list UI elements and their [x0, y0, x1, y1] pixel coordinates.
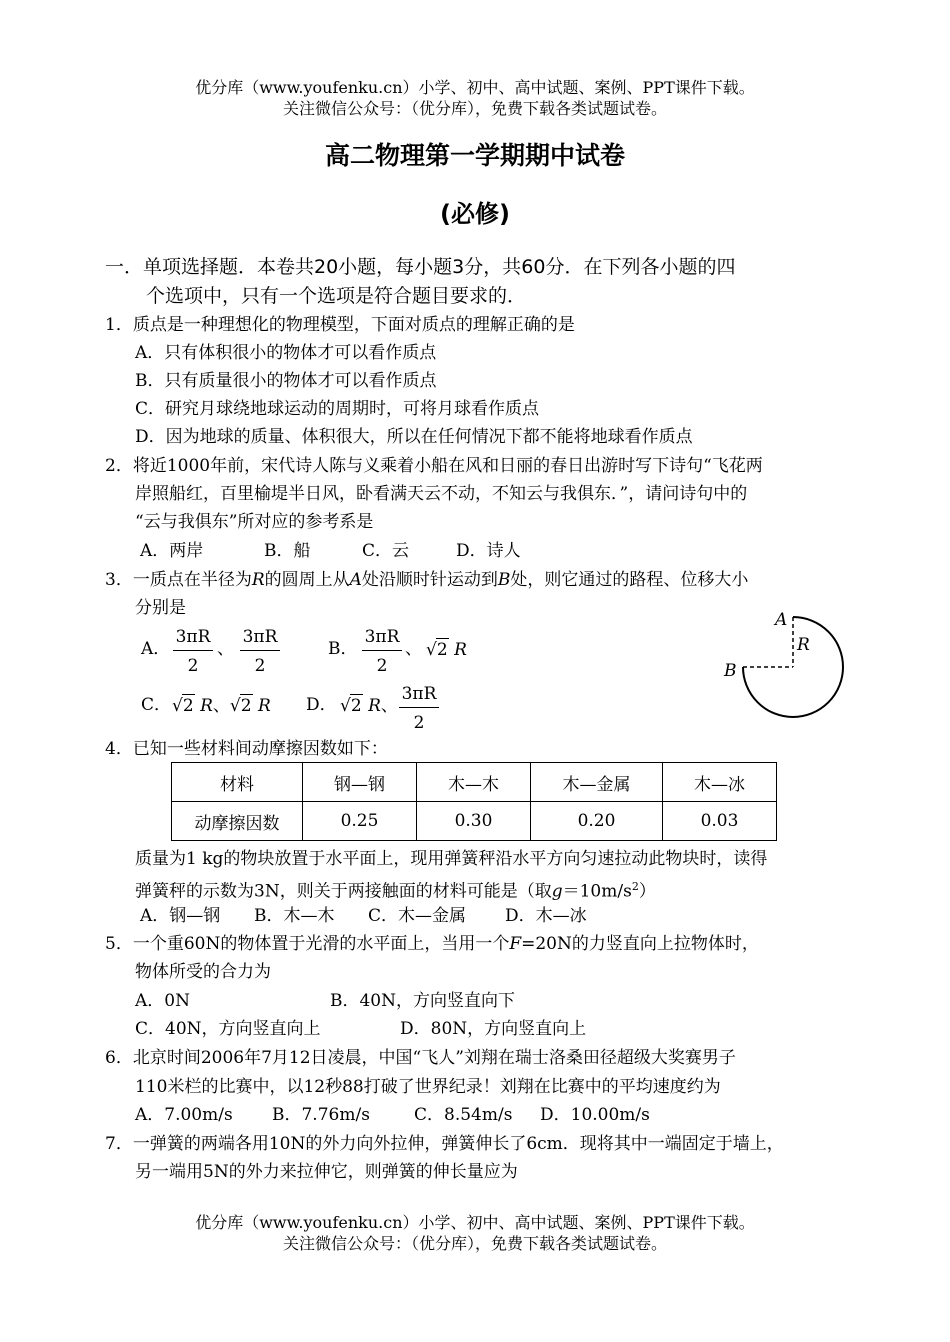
- q2-line-3: “云与我俱东”所对应的参考系是: [135, 512, 374, 532]
- q7-line-2: 另一端用5N的外力来拉伸它，则弹簧的伸长量应为: [135, 1162, 518, 1182]
- q3-option-b-label: B．: [328, 639, 358, 659]
- table-cell: 0.30: [417, 802, 531, 841]
- table-cell: 动摩擦因数: [172, 802, 303, 841]
- q3-separator: 、: [405, 639, 422, 659]
- page-subtitle: (必修): [440, 200, 510, 228]
- q3-line-2: 分别是: [135, 598, 186, 618]
- q3-separator: 、: [217, 639, 234, 659]
- q3-fraction: $\frac{3\pi R}{2}$: [173, 626, 213, 677]
- q6-line-1: 6．北京时间2006年7月12日凌晨，中国“飞人”刘翔在瑞士洛桑田径超级大奖赛男子: [105, 1048, 736, 1068]
- q3-sqrt-expression: √2 R、: [340, 696, 398, 716]
- q4-line-3: 弹簧秤的示数为3N，则关于两接触面的材料可能是（取$g=10m/s^2$）: [135, 880, 656, 902]
- q5-option-b: B．40N，方向竖直向下: [330, 991, 515, 1011]
- q4-stem: 4．已知一些材料间动摩擦因数如下：: [105, 739, 388, 759]
- q4-option-d: D．木—冰: [505, 906, 587, 926]
- friction-table: [171, 762, 777, 841]
- table-cell: 0.20: [531, 802, 663, 841]
- q2-option-b: B．船: [264, 541, 311, 561]
- q1-option-c: C．研究月球绕地球运动的周期时，可将月球看作质点: [135, 399, 540, 419]
- q2-option-c: C．云: [362, 541, 410, 561]
- q2-option-a: A．两岸: [140, 541, 204, 561]
- table-header-cell: 木—金属: [531, 763, 663, 802]
- table-header-cell: 材料: [172, 763, 303, 802]
- section-heading-line-1: 一．单项选择题．本卷共20小题，每小题3分，共60分．在下列各小题的四: [105, 256, 736, 278]
- section-heading-line-2: 个选项中，只有一个选项是符合题目要求的．: [146, 285, 527, 307]
- point-a-label: A: [775, 610, 788, 630]
- q2-option-d: D．诗人: [456, 541, 521, 561]
- q4-option-b: B．木—木: [254, 906, 335, 926]
- point-b-label: B: [724, 661, 737, 681]
- q5-option-a: A．0N: [135, 991, 190, 1011]
- q1-option-d: D．因为地球的质量、体积很大，所以在任何情况下都不能将地球看作质点: [135, 427, 693, 447]
- q3-circle-diagram: [715, 605, 855, 725]
- q3-sqrt-expression: √2 R: [426, 640, 467, 660]
- q5-line-1: 5．一个重60N的物体置于光滑的水平面上，当用一个F=20N的力竖直向上拉物体时，: [105, 934, 759, 954]
- q5-line-2: 物体所受的合力为: [135, 962, 271, 982]
- table-header-cell: 木—木: [417, 763, 531, 802]
- q4-line-2: 质量为1 kg的物块放置于水平面上，现用弹簧秤沿水平方向匀速拉动此物块时，读得: [135, 849, 768, 869]
- q5-option-d: D．80N，方向竖直向上: [400, 1019, 587, 1039]
- q1-option-a: A．只有体积很小的物体才可以看作质点: [135, 343, 437, 363]
- table-header-cell: 木—冰: [663, 763, 777, 802]
- q6-option-b: B．7.76m/s: [272, 1105, 370, 1125]
- q3-fraction: $\frac{3\pi R}{2}$: [362, 626, 402, 677]
- q3-fraction: $\frac{3\pi R}{2}$: [240, 626, 280, 677]
- q3-option-a-label: A．: [141, 639, 171, 659]
- q6-option-c: C．8.54m/s: [414, 1105, 513, 1125]
- q4-option-c: C．木—金属: [368, 906, 467, 926]
- radius-label: R: [797, 635, 810, 655]
- q4-option-a: A．钢—钢: [140, 906, 221, 926]
- q3-option-d-label: D．: [306, 695, 337, 715]
- q5-option-c: C．40N，方向竖直向上: [135, 1019, 321, 1039]
- header-line-1: 优分库（www.youfenku.cn）小学、初中、高中试题、案例、PPT课件下载。: [195, 78, 755, 97]
- table-row: [172, 802, 777, 841]
- q1-option-b: B．只有质量很小的物体才可以看作质点: [135, 371, 437, 391]
- q3-option-c-label: C．: [141, 695, 172, 715]
- q7-line-1: 7．一弹簧的两端各用10N的外力向外拉伸，弹簧伸长了6cm．现将其中一端固定于墙上，: [105, 1134, 784, 1154]
- header-line-2: 关注微信公众号：（优分库），免费下载各类试题试卷。: [282, 99, 667, 118]
- q6-line-2: 110米栏的比赛中，以12秒88打破了世界纪录！刘翔在比赛中的平均速度约为: [135, 1077, 721, 1097]
- table-header-cell: 钢—钢: [303, 763, 417, 802]
- footer-line-2: 关注微信公众号：（优分库），免费下载各类试题试卷。: [282, 1234, 667, 1253]
- table-cell: 0.03: [663, 802, 777, 841]
- table-header-row: [172, 763, 777, 802]
- page-title: 高二物理第一学期期中试卷: [324, 141, 625, 170]
- q6-option-a: A．7.00m/s: [135, 1105, 233, 1125]
- table-cell: 0.25: [303, 802, 417, 841]
- q1-stem: 1．质点是一种理想化的物理模型，下面对质点的理解正确的是: [105, 315, 575, 335]
- q3-fraction: $\frac{3\pi R}{2}$: [399, 683, 439, 734]
- footer-line-1: 优分库（www.youfenku.cn）小学、初中、高中试题、案例、PPT课件下载。: [195, 1213, 755, 1232]
- q3-sqrt-expression: √2 R、√2 R: [172, 696, 271, 716]
- q2-line-1: 2．将近1000年前，宋代诗人陈与义乘着小船在风和日丽的春日出游时写下诗句“飞花两: [105, 456, 763, 476]
- q3-line-1: 3．一质点在半径为R的圆周上从A处沿顺时针运动到B处，则它通过的路程、位移大小: [105, 570, 749, 590]
- q6-option-d: D．10.00m/s: [540, 1105, 650, 1125]
- q2-line-2: 岸照船红，百里榆堤半日风，卧看满天云不动，不知云与我俱东．”，请问诗句中的: [135, 484, 748, 504]
